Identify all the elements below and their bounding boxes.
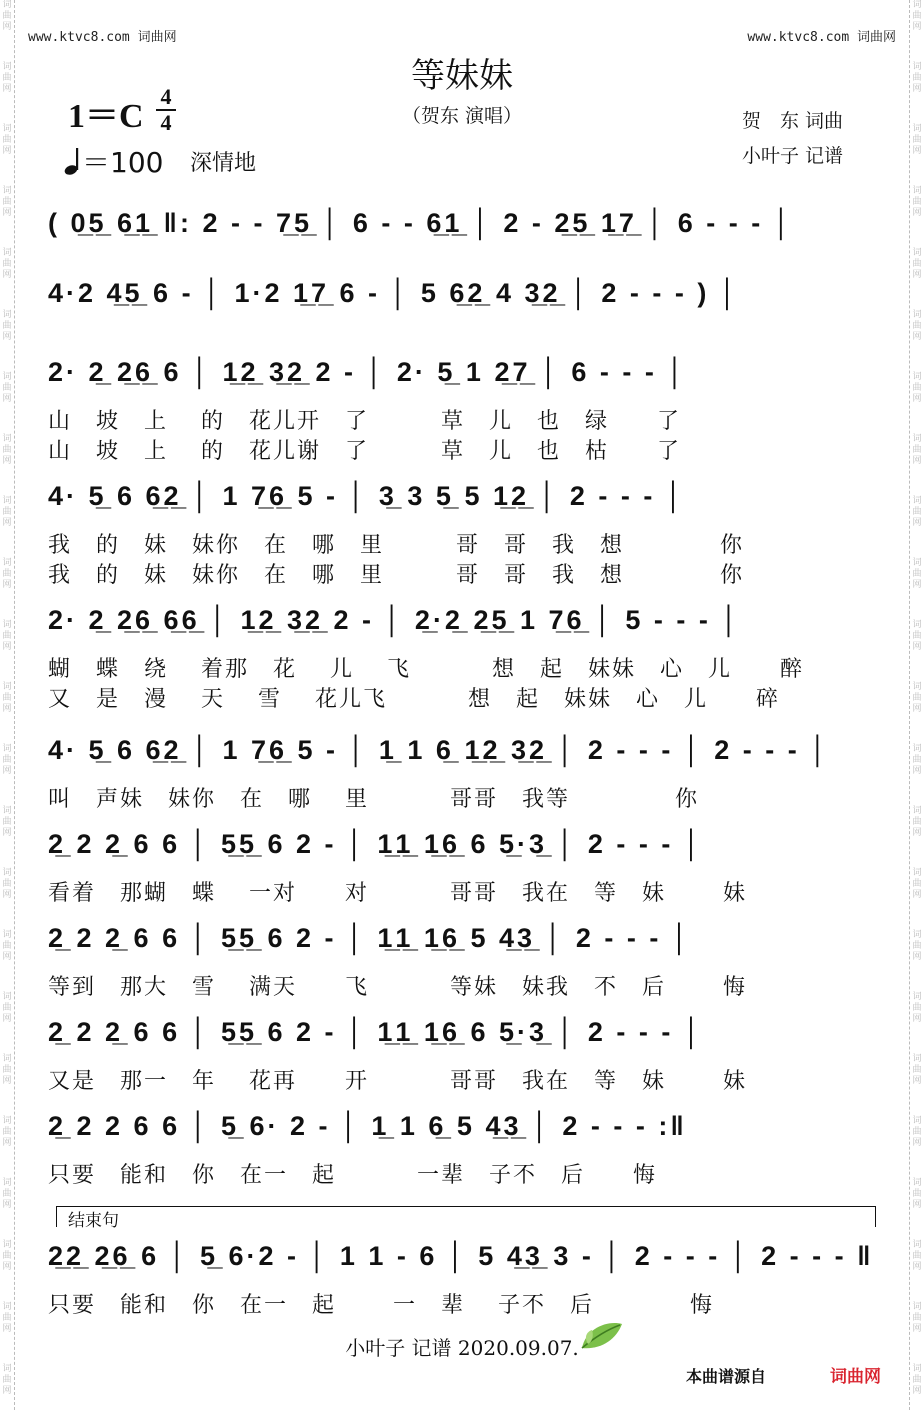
composer-credit: 贺 东 词曲	[742, 110, 844, 132]
notation-line: 2̲ 2 2̲ 6 6 │ 5̲5̲ 6 2 - │ 1̲1̲ 1̲6̲ 6 5̲·3̲ │ 2 - - - │	[48, 829, 704, 859]
watermark-char: 网	[2, 1262, 12, 1272]
watermark-char: 曲	[2, 135, 12, 145]
score-line	[0, 476, 924, 536]
lyric-line	[0, 1158, 924, 1186]
song-title: 等妹妹	[411, 56, 513, 96]
watermark-char: 网	[912, 456, 922, 466]
watermark-char: 网	[2, 332, 12, 342]
watermark-char: 曲	[2, 507, 12, 517]
watermark-char: 网	[912, 704, 922, 714]
watermark-char: 词	[2, 496, 12, 506]
watermark-char: 曲	[912, 569, 922, 579]
lyric-text: 等到 那大 雪 满天 飞 等妹 妹我 不 后 悔	[48, 975, 747, 1000]
notation-line: 4·2 4̲5̲ 6 - │ 1·2 1̲7̲ 6 - │ 5 6̲2̲ 4 3̲2̲ │ 2 - - - ) │	[48, 278, 740, 308]
watermark-char: 曲	[912, 631, 922, 641]
score-line	[0, 273, 924, 333]
watermark-char: 词	[912, 1116, 922, 1126]
watermark-char: 网	[912, 952, 922, 962]
score-line	[0, 824, 924, 884]
watermark-char: 曲	[912, 817, 922, 827]
watermark-char: 曲	[912, 1003, 922, 1013]
watermark-char: 曲	[2, 755, 12, 765]
lyric-line	[0, 404, 924, 432]
watermark-char: 词	[2, 186, 12, 196]
watermark-char: 词	[912, 868, 922, 878]
lyric-line	[0, 876, 924, 904]
watermark-char: 词	[2, 682, 12, 692]
watermark-char: 词	[912, 1054, 922, 1064]
transcriber-credit: 小叶子 记谱	[742, 145, 844, 167]
lyric-text: 山 坡 上 的 花儿谢 了 草 儿 也 枯 了	[48, 439, 681, 464]
watermark-char: 词	[2, 248, 12, 258]
watermark-char: 网	[912, 766, 922, 776]
score-line	[0, 918, 924, 978]
performer: （贺东 演唱）	[401, 105, 523, 127]
lyric-line	[0, 558, 924, 586]
watermark-char: 词	[912, 806, 922, 816]
watermark-char: 曲	[912, 135, 922, 145]
watermark-char: 曲	[2, 1251, 12, 1261]
watermark-char: 词	[912, 496, 922, 506]
watermark-char: 网	[912, 270, 922, 280]
watermark-char: 词	[912, 248, 922, 258]
notation-line: ( 0̲5̲ 6̲1̲ ‖: 2 - - 7̲5̲ │ 6 - - 6̲1̲ │ 2 - 2̲5̲ 1̲7̲ │ 6 - - - │	[48, 208, 794, 238]
watermark-char: 网	[2, 642, 12, 652]
watermark-char: 网	[2, 704, 12, 714]
score-line	[0, 352, 924, 412]
lyric-text: 只要 能和 你 在一 起 一辈 子不 后 悔	[48, 1163, 657, 1188]
watermark-char: 词	[912, 992, 922, 1002]
watermark-char: 曲	[2, 11, 12, 21]
ending-bracket	[56, 1206, 876, 1227]
expression-marking: 深情地	[190, 151, 257, 176]
signature: 小叶子 记谱 2020.09.07.	[345, 1336, 579, 1360]
watermark-char: 词	[2, 620, 12, 630]
watermark-char: 网	[2, 208, 12, 218]
watermark-char: 词	[912, 620, 922, 630]
watermark-char: 网	[912, 1138, 922, 1148]
watermark-char: 网	[2, 1200, 12, 1210]
watermark-char: 曲	[2, 1375, 12, 1385]
watermark-char: 网	[2, 766, 12, 776]
watermark-char: 词	[912, 1178, 922, 1188]
watermark-char: 网	[912, 22, 922, 32]
watermark-char: 词	[912, 0, 922, 10]
watermark-char: 曲	[912, 383, 922, 393]
watermark-char: 网	[2, 1324, 12, 1334]
watermark-char: 曲	[912, 73, 922, 83]
watermark-char: 曲	[2, 879, 12, 889]
watermark-char: 曲	[2, 1189, 12, 1199]
watermark-char: 词	[912, 310, 922, 320]
watermark-char: 网	[912, 642, 922, 652]
watermark-char: 网	[912, 890, 922, 900]
watermark-char: 网	[2, 1138, 12, 1148]
notation-line: 2̲ 2 2̲ 6 6 │ 5̲5̲ 6 2 - │ 1̲1̲ 1̲6̲ 6 5̲·3̲ │ 2 - - - │	[48, 1017, 704, 1047]
lyric-text: 又 是 漫 天 雪 花儿飞 想 起 妹妹 心 儿 碎	[48, 687, 780, 712]
notation-line: 2̲ 2 2 6 6 │ 5̲ 6· 2 - │ 1̲ 1 6̲ 5 4̲3̲ │ 2 - - - :‖	[48, 1111, 687, 1141]
lyric-line	[0, 528, 924, 556]
watermark-char: 曲	[2, 1127, 12, 1137]
watermark-char: 曲	[2, 73, 12, 83]
time-bottom: 4	[160, 110, 172, 135]
watermark-char: 曲	[912, 259, 922, 269]
lyric-line	[0, 782, 924, 810]
watermark-char: 曲	[2, 693, 12, 703]
watermark-char: 词	[912, 1302, 922, 1312]
watermark-char: 词	[912, 372, 922, 382]
watermark-char: 网	[2, 270, 12, 280]
watermark-char: 词	[912, 558, 922, 568]
watermark-char: 曲	[2, 1065, 12, 1075]
watermark-char: 词	[2, 806, 12, 816]
watermark-char: 网	[2, 518, 12, 528]
watermark-char: 网	[912, 332, 922, 342]
watermark-char: 网	[2, 1014, 12, 1024]
lyric-line	[0, 1288, 924, 1316]
notation-line: 2̲ 2 2̲ 6 6 │ 5̲5̲ 6 2 - │ 1̲1̲ 1̲6̲ 5 4̲3̲ │ 2 - - - │	[48, 923, 692, 953]
ending-label: 结束句	[68, 1211, 119, 1231]
watermark-char: 网	[2, 890, 12, 900]
watermark-char: 词	[912, 1364, 922, 1374]
watermark-char: 词	[2, 1302, 12, 1312]
watermark-char: 曲	[2, 1003, 12, 1013]
watermark-char: 词	[912, 434, 922, 444]
watermark-char: 网	[912, 1076, 922, 1086]
watermark-char: 词	[2, 372, 12, 382]
watermark-char: 曲	[912, 1189, 922, 1199]
watermark-char: 词	[912, 62, 922, 72]
watermark-char: 词	[912, 682, 922, 692]
score-line	[0, 1106, 924, 1166]
lyric-text: 蝴 蝶 绕 着那 花 儿 飞 想 起 妹妹 心 儿 醉	[48, 657, 804, 682]
watermark-char: 曲	[912, 445, 922, 455]
watermark-char: 曲	[912, 1375, 922, 1385]
lyric-text: 看着 那蝴 蝶 一对 对 哥哥 我在 等 妹 妹	[48, 881, 747, 906]
watermark-char: 词	[2, 1054, 12, 1064]
watermark-char: 网	[2, 22, 12, 32]
watermark-char: 网	[2, 146, 12, 156]
lyric-text: 只要 能和 你 在一 起 一 辈 子不 后 悔	[48, 1293, 714, 1318]
tempo-value: ＝100	[82, 146, 164, 179]
watermark-char: 网	[2, 580, 12, 590]
watermark-char: 词	[912, 744, 922, 754]
watermark-char: 曲	[912, 879, 922, 889]
watermark-char: 词	[2, 1178, 12, 1188]
watermark-char: 网	[2, 828, 12, 838]
watermark-char: 网	[912, 1262, 922, 1272]
notation-line: 2· 2̲ 2̲6̲ 6 │ 1̲2̲ 3̲2̲ 2 - │ 2· 5̲ 1 2̲7̲ │ 6 - - - │	[48, 357, 688, 387]
notation-line: 4· 5̲ 6 6̲2̲ │ 1 7̲6̲ 5 - │ 1̲ 1 6̲ 1̲2̲ 3̲2̲ │ 2 - - - │ 2 - - - │	[48, 735, 831, 765]
notation-line: 2̲2̲ 2̲6̲ 6 │ 5̲ 6·2 - │ 1 1 - 6 │ 5 4̲3̲ 3 - │ 2 - - - │ 2 - - - ‖	[48, 1241, 874, 1271]
lyric-text: 我 的 妹 妹你 在 哪 里 哥 哥 我 想 你	[48, 563, 745, 588]
watermark-char: 曲	[912, 1065, 922, 1075]
tempo-marking	[64, 141, 163, 181]
quarter-note-icon	[64, 146, 82, 176]
watermark-char: 曲	[2, 569, 12, 579]
lyric-text: 山 坡 上 的 花儿开 了 草 儿 也 绿 了	[48, 409, 681, 434]
watermark-char: 词	[2, 992, 12, 1002]
time-top: 4	[160, 84, 172, 109]
score-line	[0, 600, 924, 660]
site-logo[interactable]: 词曲网	[830, 1367, 881, 1387]
notation-line: 4· 5̲ 6 6̲2̲ │ 1 7̲6̲ 5 - │ 3̲ 3 5̲ 5 1̲2̲ │ 2 - - - │	[48, 481, 686, 511]
watermark-char: 词	[912, 124, 922, 134]
time-signature	[156, 86, 176, 134]
watermark-char: 网	[912, 394, 922, 404]
watermark-char: 曲	[2, 941, 12, 951]
watermark-char: 网	[2, 952, 12, 962]
watermark-char: 词	[2, 1364, 12, 1374]
site-url-right[interactable]: www.ktvc8.com 词曲网	[747, 30, 896, 45]
lyric-line	[0, 652, 924, 680]
lyric-line	[0, 434, 924, 462]
watermark-char: 词	[2, 310, 12, 320]
score-line	[0, 203, 924, 263]
watermark-char: 曲	[912, 197, 922, 207]
watermark-char: 网	[912, 580, 922, 590]
watermark-char: 曲	[912, 693, 922, 703]
watermark-char: 词	[2, 124, 12, 134]
watermark-char: 词	[2, 1116, 12, 1126]
watermark-char: 曲	[912, 1251, 922, 1261]
watermark-char: 词	[2, 62, 12, 72]
lyric-text: 我 的 妹 妹你 在 哪 里 哥 哥 我 想 你	[48, 533, 745, 558]
watermark-char: 曲	[2, 631, 12, 641]
watermark-char: 网	[912, 828, 922, 838]
score-line	[0, 1012, 924, 1072]
watermark-char: 网	[912, 1200, 922, 1210]
lyric-line	[0, 1064, 924, 1092]
watermark-char: 曲	[912, 11, 922, 21]
notation-line: 2· 2̲ 2̲6̲ 6̲6̲ │ 1̲2̲ 3̲2̲ 2 - │ 2̲·2̲ 2̲5̲ 1 7̲6̲ │ 5 - - - │	[48, 605, 742, 635]
watermark-char: 网	[2, 1386, 12, 1396]
watermark-char: 曲	[912, 941, 922, 951]
watermark-char: 词	[2, 434, 12, 444]
watermark-char: 网	[2, 1076, 12, 1086]
leaf-icon	[578, 1318, 624, 1352]
watermark-char: 网	[912, 1014, 922, 1024]
watermark-char: 词	[912, 186, 922, 196]
watermark-char: 网	[912, 84, 922, 94]
lyric-line	[0, 970, 924, 998]
lyric-text: 叫 声妹 妹你 在 哪 里 哥哥 我等 你	[48, 787, 699, 812]
watermark-char: 曲	[912, 321, 922, 331]
watermark-char: 词	[912, 930, 922, 940]
watermark-char: 词	[2, 0, 12, 10]
lyric-line	[0, 682, 924, 710]
site-url-left[interactable]: www.ktvc8.com 词曲网	[28, 30, 177, 45]
watermark-char: 网	[912, 208, 922, 218]
watermark-char: 网	[912, 146, 922, 156]
watermark-char: 曲	[912, 507, 922, 517]
source-label: 本曲谱源自	[686, 1367, 767, 1386]
watermark-char: 网	[2, 456, 12, 466]
watermark-char: 词	[2, 744, 12, 754]
score-line	[0, 1236, 924, 1296]
watermark-char: 网	[912, 1386, 922, 1396]
watermark-char: 网	[2, 84, 12, 94]
key-signature: 1＝C	[68, 98, 144, 135]
watermark-char: 网	[912, 1324, 922, 1334]
watermark-char: 曲	[2, 445, 12, 455]
watermark-char: 曲	[2, 1313, 12, 1323]
watermark-char: 词	[2, 1240, 12, 1250]
watermark-char: 曲	[2, 321, 12, 331]
watermark-char: 网	[912, 518, 922, 528]
watermark-char: 曲	[2, 197, 12, 207]
watermark-char: 曲	[2, 259, 12, 269]
watermark-char: 词	[2, 558, 12, 568]
watermark-char: 词	[2, 930, 12, 940]
watermark-char: 网	[2, 394, 12, 404]
watermark-char: 曲	[912, 755, 922, 765]
watermark-char: 曲	[2, 383, 12, 393]
watermark-char: 曲	[912, 1313, 922, 1323]
watermark-char: 曲	[912, 1127, 922, 1137]
watermark-char: 词	[912, 1240, 922, 1250]
score-line	[0, 730, 924, 790]
lyric-text: 又是 那一 年 花再 开 哥哥 我在 等 妹 妹	[48, 1069, 747, 1094]
watermark-char: 词	[2, 868, 12, 878]
watermark-char: 曲	[2, 817, 12, 827]
